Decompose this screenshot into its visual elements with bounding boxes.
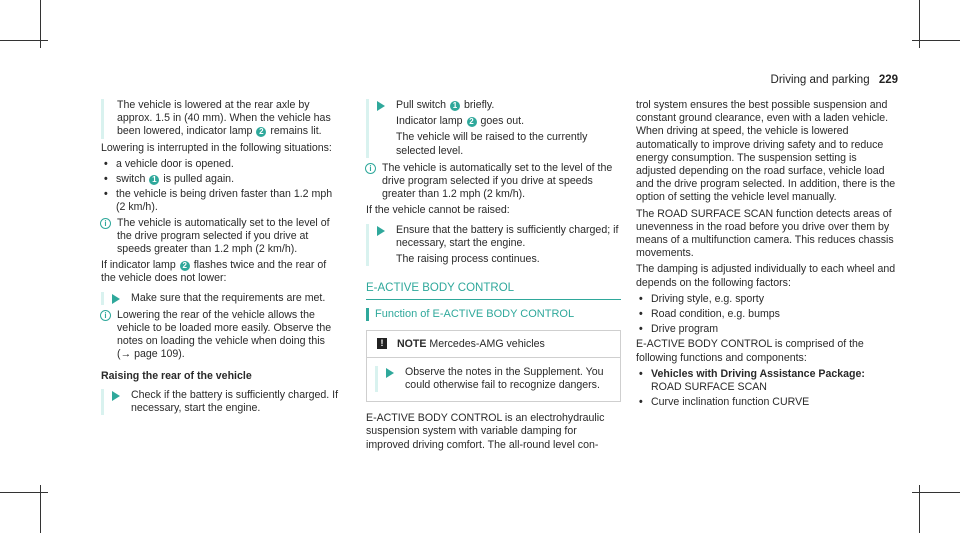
paragraph: E-ACTIVE BODY CONTROL is an electrohydraulic suspension system with variable damping for improved driving comfort. The all-round level con- xyxy=(366,412,605,451)
info-icon: i xyxy=(100,310,111,321)
info-text: The vehicle is automatically set to the level of the drive program selected if you drive at speeds greater than 1.2 mph (2 km/h). xyxy=(382,161,613,201)
list-item: • Driving style, e.g. sporty xyxy=(636,293,898,306)
section-title: Driving and parking xyxy=(770,74,870,86)
section-heading: E-ACTIVE BODY CONTROL xyxy=(366,282,621,300)
list-item: • Drive program xyxy=(636,323,898,336)
step-bar xyxy=(101,389,104,415)
paragraph: Lowering is interrupted in the following situations: xyxy=(101,141,332,154)
info-icon: i xyxy=(100,218,111,229)
page-header xyxy=(771,74,898,87)
info-text: The vehicle is automatically set to the level of the drive program selected if you drive at speeds greater than 1.2 mph (2 km/h). xyxy=(117,216,330,256)
instruction-step: Check if the battery is sufficiently charged. If necessary, start the engine. xyxy=(101,389,341,415)
page-number: 229 xyxy=(878,74,898,86)
step-arrow-icon xyxy=(112,391,120,401)
note-box-body xyxy=(367,358,620,401)
instruction-step: Ensure that the battery is sufficiently charged; if necessary, start the engine. The raising process continues. xyxy=(366,224,621,267)
paragraph: E-ACTIVE BODY CONTROL is comprised of the following functions and components: xyxy=(636,338,864,364)
heading-marker xyxy=(366,308,369,321)
step-arrow-icon xyxy=(377,226,385,236)
step-arrow-icon xyxy=(377,101,385,111)
switch-1-icon: 1 xyxy=(450,101,460,111)
indicator-lamp-2-icon: 2 xyxy=(467,117,477,127)
info-block xyxy=(101,217,341,257)
indicator-lamp-2-icon: 2 xyxy=(256,127,266,137)
step-arrow-icon xyxy=(112,294,120,304)
list-item: • Road condition, e.g. bumps xyxy=(636,308,898,321)
list-item: • switch 1 is pulled again. xyxy=(101,173,341,186)
list-item: • Curve inclination function CURVE xyxy=(636,396,898,409)
info-icon: i xyxy=(365,163,376,174)
heading-raising: Raising the rear of the vehicle xyxy=(101,369,252,382)
info-block xyxy=(101,309,341,362)
paragraph: trol system ensures the best possible suspension and constant ground clearance, even with a laden vehicle. When driving at speed, the vehicle is lowered automatically to improve driving safety and to reduce energy consumption. The suspension setting is adjusted depending on the road surface, vehicle load and the drive program selected. In addition, there is the option of setting the vehicle level manually. xyxy=(636,99,896,204)
paragraph: The ROAD SURFACE SCAN function detects areas of unevenness in the road before you drive over them by means of a multifunction camera. This reduces chassis movements. xyxy=(636,207,894,260)
note-box-header xyxy=(367,331,620,358)
instruction-step: Observe the notes in the Supplement. You could otherwise fail to recognize dangers. xyxy=(375,366,612,392)
info-block xyxy=(366,162,621,202)
note-box xyxy=(366,330,621,403)
crop-mark xyxy=(0,492,48,493)
instruction-step: Make sure that the requirements are met. xyxy=(101,292,341,305)
list-item: • a vehicle door is opened. xyxy=(101,158,341,171)
crop-mark xyxy=(912,492,960,493)
step-bar xyxy=(375,366,378,392)
instruction-step: Pull switch 1 briefly. Indicator lamp 2 goes out. The vehicle will be raised to the currently selected level. xyxy=(366,99,621,158)
note-bar xyxy=(101,99,104,139)
note-text: The vehicle is lowered at the rear axle by approx. 1.5 in (40 mm). When the vehicle has been lowered, indicator lamp 2 remains lit. xyxy=(117,99,331,138)
list-item: • Vehicles with Driving Assistance Package: ROAD SURFACE SCAN xyxy=(636,368,898,394)
column-3 xyxy=(636,99,898,411)
crop-mark xyxy=(912,40,960,41)
paragraph: If the vehicle cannot be raised: xyxy=(366,204,510,217)
warning-icon: ! xyxy=(377,338,387,349)
column-1 xyxy=(101,99,341,419)
paragraph: If indicator lamp 2 flashes twice and the rear of the vehicle does not lower: xyxy=(101,259,327,285)
switch-1-icon: 1 xyxy=(149,175,159,185)
step-bar xyxy=(366,224,369,267)
list-item: • the vehicle is being driven faster than 1.2 mph (2 km/h). xyxy=(101,188,341,214)
step-arrow-icon xyxy=(386,368,394,378)
note-label: NOTE xyxy=(397,337,427,350)
indicator-lamp-2-icon: 2 xyxy=(180,261,190,271)
step-bar xyxy=(101,292,104,305)
note-block xyxy=(101,99,341,139)
note-subject: Mercedes-AMG vehicles xyxy=(429,337,545,350)
step-bar xyxy=(366,99,369,158)
column-2 xyxy=(366,99,621,455)
subsection-heading: Function of E-ACTIVE BODY CONTROL xyxy=(366,308,621,321)
paragraph: The damping is adjusted individually to each wheel and depends on the following factors: xyxy=(636,263,896,289)
info-text: Lowering the rear of the vehicle allows the vehicle to be loaded more easily. Observe the notes on loading the vehicle when doing this (→ page 109). xyxy=(117,308,332,361)
crop-mark xyxy=(0,40,48,41)
